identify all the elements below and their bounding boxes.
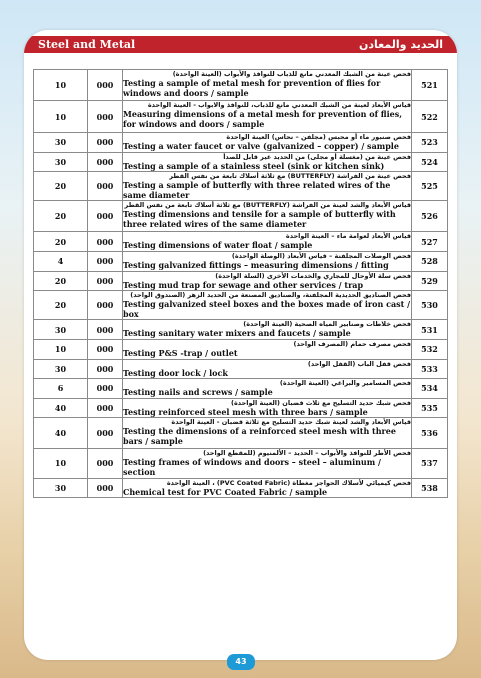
description-cell xyxy=(123,251,412,271)
description-cell xyxy=(123,359,412,379)
description-ar: قياس الأبعاد والشد لعينة من الفراشة (BUTTERFLY) مع ثلاثة أسلاك تابعة من نفس القطر xyxy=(124,201,411,210)
table-row xyxy=(34,251,448,271)
price-cell: 20 xyxy=(34,271,88,291)
code-cell: 000 xyxy=(88,449,123,478)
description-en: Testing a sample of butterfly with three related wires of the same diameter xyxy=(123,180,391,200)
code-cell: 000 xyxy=(88,320,123,340)
description-ar: فحص عينة من الفراشة (BUTTERFLY) مع ثلاثة أسلاك تابعة من نفس القطر xyxy=(169,172,411,181)
description-ar: فحص خلاطات وصنابير المياه الصحية (العينة الواحدة) xyxy=(243,320,411,329)
table-row xyxy=(34,101,448,133)
description-cell xyxy=(123,398,412,418)
section-header-bar xyxy=(24,36,457,53)
price-table xyxy=(33,69,448,498)
description-cell xyxy=(123,379,412,399)
description-en: Testing a sample of a stainless steel (sink or kitchen sink) xyxy=(123,160,385,171)
table-row xyxy=(34,379,448,399)
description-cell xyxy=(123,172,412,201)
item-number-cell: 523 xyxy=(412,133,448,153)
item-number-cell: 538 xyxy=(412,478,448,498)
code-cell: 000 xyxy=(88,251,123,271)
table-row xyxy=(34,359,448,379)
description-en: Testing mud trap for sewage and other services / trap xyxy=(123,279,364,290)
code-cell: 000 xyxy=(88,70,123,101)
table-row xyxy=(34,70,448,101)
description-ar: فحص عينة من (مغسلة أو مجلى) من الحديد غير قابل للصدأ xyxy=(223,152,411,161)
code-cell: 000 xyxy=(88,339,123,359)
item-number-cell: 529 xyxy=(412,271,448,291)
description-en: Testing reinforced steel mesh with three bars / sample xyxy=(123,406,368,417)
table-row xyxy=(34,291,448,320)
description-en: Testing galvanized steel boxes and the boxes made of iron cast / box xyxy=(123,299,411,319)
item-number-cell: 521 xyxy=(412,70,448,101)
price-cell: 30 xyxy=(34,133,88,153)
description-en: Testing frames of windows and doors – steel – aluminum / section xyxy=(123,457,381,477)
description-cell xyxy=(123,320,412,340)
table-row xyxy=(34,449,448,478)
section-title-ar: الحديد والمعادن xyxy=(359,38,443,51)
description-en: Testing dimensions of water float / sample xyxy=(123,240,313,251)
code-cell: 000 xyxy=(88,291,123,320)
description-en: Testing nails and screws / sample xyxy=(123,387,273,398)
description-en: Chemical test for PVC Coated Fabric / sample xyxy=(123,486,328,497)
description-ar: قياس الأبعاد لعينة من الشبك المعدني مانع للذباب، للنوافذ والابواب - العينة الواحدة xyxy=(147,101,411,109)
code-cell: 000 xyxy=(88,359,123,379)
code-cell: 000 xyxy=(88,478,123,498)
price-cell: 20 xyxy=(34,201,88,232)
description-en: Testing a sample of metal mesh for prevention of flies for windows and doors / sample xyxy=(123,78,381,98)
description-en: Testing dimensions and tensile for a sample of butterfly with three related wires of the same diameter xyxy=(123,209,396,229)
description-cell xyxy=(123,339,412,359)
description-cell xyxy=(123,152,412,172)
content-sheet xyxy=(24,30,457,660)
code-cell: 000 xyxy=(88,398,123,418)
price-cell: 6 xyxy=(34,379,88,399)
table-row xyxy=(34,152,448,172)
price-cell: 40 xyxy=(34,418,88,449)
description-ar: فحص مصرف حمام (المصرف الواحد) xyxy=(293,339,411,348)
code-cell: 000 xyxy=(88,201,123,232)
table-row xyxy=(34,133,448,153)
code-cell: 000 xyxy=(88,418,123,449)
description-cell xyxy=(123,70,412,101)
table-row xyxy=(34,418,448,449)
table-row xyxy=(34,271,448,291)
page-number: 43 xyxy=(235,657,247,666)
price-cell: 20 xyxy=(34,291,88,320)
description-ar: فحص سلة الأوحال للمجاري والخدمات الأخرى (السلة الواحدة) xyxy=(215,271,411,280)
description-ar: قياس الأبعاد والشد لعينة شبك حديد التسليح مع ثلاثة قضبان - العينة الواحدة xyxy=(171,418,411,427)
description-ar: فحص الوصلات المجلفنة – قياس الأبعاد (الوصلة الواحدة) xyxy=(231,251,411,260)
description-ar: فحص قفل الباب (القفل الواحد) xyxy=(307,359,411,368)
item-number-cell: 524 xyxy=(412,152,448,172)
table-row xyxy=(34,398,448,418)
item-number-cell: 522 xyxy=(412,101,448,133)
code-cell: 000 xyxy=(88,101,123,133)
item-number-cell: 527 xyxy=(412,232,448,252)
code-cell: 000 xyxy=(88,379,123,399)
description-ar: فحص كيميائي لأسلاك الحواجز مغطاة (PVC Coated Fabric) ، العينة الواحدة xyxy=(166,478,411,487)
description-cell xyxy=(123,478,412,498)
table-row xyxy=(34,232,448,252)
description-cell xyxy=(123,449,412,478)
price-cell: 30 xyxy=(34,320,88,340)
description-cell xyxy=(123,101,412,133)
description-cell xyxy=(123,232,412,252)
code-cell: 000 xyxy=(88,133,123,153)
item-number-cell: 535 xyxy=(412,398,448,418)
description-cell xyxy=(123,133,412,153)
item-number-cell: 532 xyxy=(412,339,448,359)
table-row xyxy=(34,201,448,232)
item-number-cell: 530 xyxy=(412,291,448,320)
description-ar: فحص المسامير والبراغي (العينة الواحدة) xyxy=(279,379,411,388)
code-cell: 000 xyxy=(88,172,123,201)
description-ar: فحص صنبور ماء أو محبس (مجلفن – نحاس) العينة الواحدة xyxy=(226,133,411,141)
description-cell xyxy=(123,271,412,291)
table-row xyxy=(34,478,448,498)
item-number-cell: 525 xyxy=(412,172,448,201)
description-ar: فحص عينة من الشبك المعدني مانع للذباب للنوافذ والأبواب (العينة الواحدة) xyxy=(172,70,411,78)
table-row xyxy=(34,172,448,201)
page-number-badge xyxy=(227,654,255,670)
item-number-cell: 526 xyxy=(412,201,448,232)
price-cell: 10 xyxy=(34,449,88,478)
description-en: Testing galvanized fittings – measuring dimensions / fitting xyxy=(123,259,389,270)
price-cell: 20 xyxy=(34,232,88,252)
description-ar: فحص شبك حديد التسليح مع ثلاث قضبان (العينة الواحدة) xyxy=(230,398,411,407)
description-en: Testing P&S -trap / outlet xyxy=(123,347,238,358)
description-en: Measuring dimensions of a metal mesh for prevention of flies, for windows and doors / sample xyxy=(123,109,403,129)
description-ar: فحص الأطر للنوافذ والأبواب – الحديد – الألمنيوم (للمقطع الواحد) xyxy=(203,449,411,458)
item-number-cell: 533 xyxy=(412,359,448,379)
code-cell: 000 xyxy=(88,152,123,172)
description-cell xyxy=(123,291,412,320)
description-en: Testing the dimensions of a reinforced steel mesh with three bars / sample xyxy=(123,426,396,446)
item-number-cell: 528 xyxy=(412,251,448,271)
item-number-cell: 536 xyxy=(412,418,448,449)
item-number-cell: 531 xyxy=(412,320,448,340)
price-cell: 30 xyxy=(34,478,88,498)
code-cell: 000 xyxy=(88,271,123,291)
price-cell: 40 xyxy=(34,398,88,418)
price-cell: 30 xyxy=(34,359,88,379)
item-number-cell: 537 xyxy=(412,449,448,478)
item-number-cell: 534 xyxy=(412,379,448,399)
price-cell: 4 xyxy=(34,251,88,271)
table-row xyxy=(34,320,448,340)
price-cell: 10 xyxy=(34,70,88,101)
price-cell: 10 xyxy=(34,339,88,359)
description-en: Testing sanitary water mixers and faucets / sample xyxy=(123,328,351,339)
description-en: Testing door lock / lock xyxy=(123,367,228,378)
code-cell: 000 xyxy=(88,232,123,252)
description-ar: قياس الأبعاد لعوامة ماء – العينة الواحدة xyxy=(285,232,411,241)
description-ar: فحص الصناديق الحديدية المجلفنة، والصناديق المصنعة من الحديد الزهر (الصندوق الواحد) xyxy=(130,291,411,300)
price-cell: 30 xyxy=(34,152,88,172)
description-cell xyxy=(123,418,412,449)
price-cell: 10 xyxy=(34,101,88,133)
price-cell: 20 xyxy=(34,172,88,201)
description-en: Testing a water faucet or valve (galvanized – copper) / sample xyxy=(123,141,399,151)
section-title-en: Steel and Metal xyxy=(38,38,136,51)
table-row xyxy=(34,339,448,359)
description-cell xyxy=(123,201,412,232)
